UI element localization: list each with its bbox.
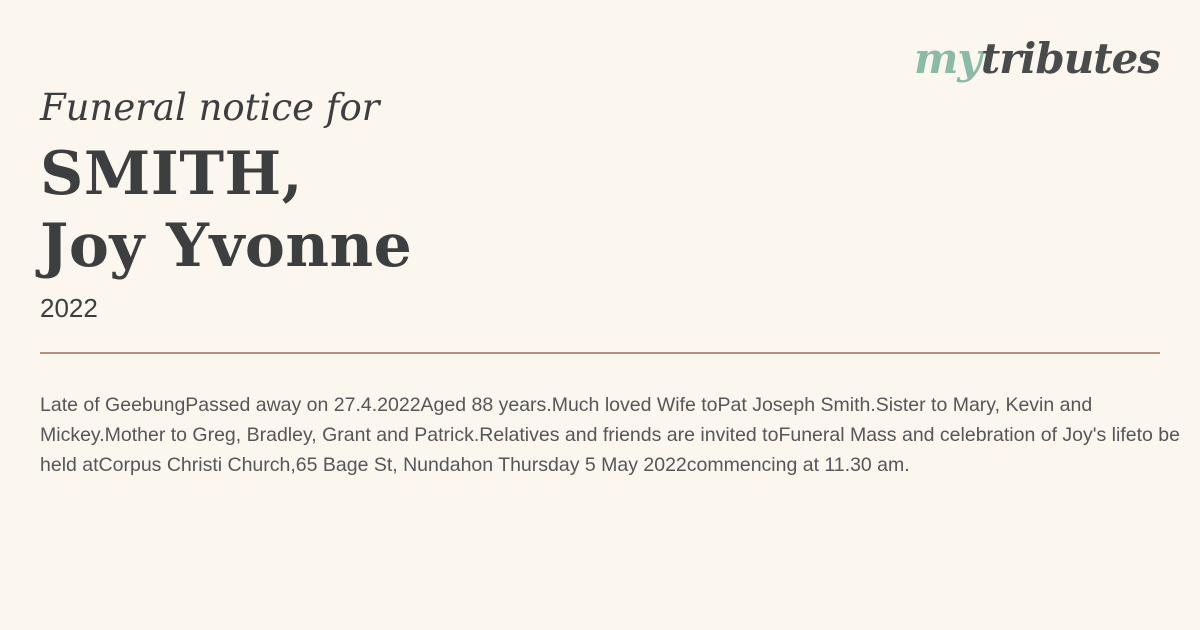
deceased-name: [40, 138, 412, 282]
divider-line: [40, 352, 1160, 354]
logo-tributes-text: tributes: [980, 34, 1160, 83]
deceased-surname: SMITH,: [40, 139, 304, 209]
notice-eyebrow: Funeral notice for: [40, 86, 380, 129]
logo-my-text: my: [913, 34, 981, 83]
notice-body-text: Late of GeebungPassed away on 27.4.2022Aged 88 years.Much loved Wife toPat Joseph Smith.Sister to Mary, Kevin and Mickey.Mother to Greg, Bradley, Grant and Patrick.Relatives and friends are invited toFuneral Mass and celebration of Joy's lifeto be held atCorpus Christi Church,65 Bage St, Nundahon Thursday 5 May 2022commencing at 11.30 am.: [40, 394, 1180, 476]
deceased-given-names: Joy Yvonne: [40, 211, 413, 281]
notice-year: 2022: [40, 293, 98, 323]
mytributes-logo: [914, 33, 1160, 85]
